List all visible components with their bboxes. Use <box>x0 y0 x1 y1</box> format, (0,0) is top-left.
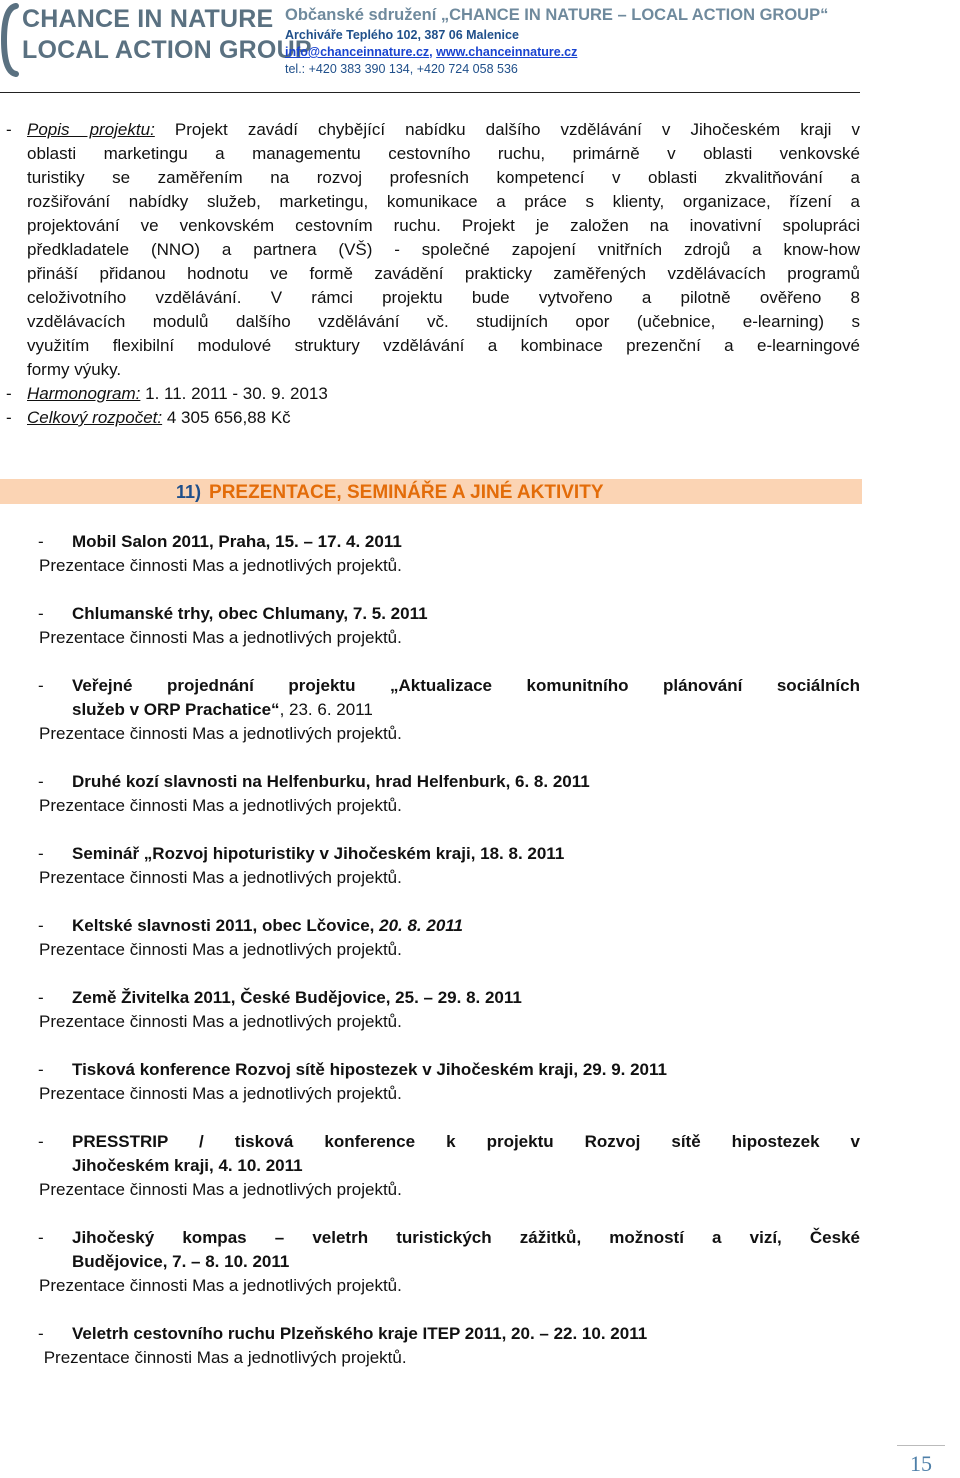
link-separator: , <box>429 45 437 59</box>
page-number: 15 <box>910 1451 932 1476</box>
page-header <box>0 0 960 94</box>
section-number: 11) <box>176 482 202 502</box>
event-title: Veletrh cestovního ruchu Plzeňského kraje ITEP 2011, 20. – 22. 10. 2011 <box>72 1324 648 1343</box>
list-dash: - <box>38 916 44 935</box>
organization-name: Občanské sdružení „CHANCE IN NATURE – LOCAL ACTION GROUP“ <box>285 6 829 24</box>
event-description: Prezentace činnosti Mas a jednotlivých projektů. <box>39 556 402 575</box>
logo <box>0 0 312 78</box>
list-dash: - <box>6 120 12 139</box>
event-description: Prezentace činnosti Mas a jednotlivých projektů. <box>39 1180 402 1199</box>
list-item <box>0 1130 860 1202</box>
event-title: Druhé kozí slavnosti na Helfenburku, hrad Helfenburk, 6. 8. 2011 <box>72 772 590 791</box>
list-item <box>0 674 860 746</box>
event-description: Prezentace činnosti Mas a jednotlivých projektů. <box>39 724 402 743</box>
schedule-label: Harmonogram: <box>27 384 141 403</box>
event-title <box>72 914 860 938</box>
event-description: Prezentace činnosti Mas a jednotlivých projektů. <box>39 796 402 815</box>
desc-line-0 <box>27 118 860 142</box>
budget-label: Celkový rozpočet: <box>27 408 163 427</box>
event-title: Země Živitelka 2011, České Budějovice, 25. – 29. 8. 2011 <box>72 988 522 1007</box>
event-title-line-2 <box>72 698 860 722</box>
event-title-line-2: Jihočeském kraji, 4. 10. 2011 <box>72 1156 303 1175</box>
event-title-line-2: Budějovice, 7. – 8. 10. 2011 <box>72 1252 290 1271</box>
event-title-bold: služeb v ORP Prachatice“ <box>72 700 280 719</box>
section-title-text: PREZENTACE, SEMINÁŘE A JINÉ AKTIVITY <box>209 482 604 503</box>
list-dash: - <box>38 844 44 863</box>
list-dash: - <box>38 1060 44 1079</box>
schedule-row <box>0 382 860 406</box>
event-description: Prezentace činnosti Mas a jednotlivých projektů. <box>39 1012 402 1031</box>
description-paragraph <box>0 118 860 382</box>
desc-line-6: přináší přidanou hodnotu ve formě zavádění prakticky zaměřených vzdělávacích programů <box>27 264 860 283</box>
list-dash: - <box>38 772 44 791</box>
desc-line-2: turistiky se zaměřením na rozvoj profesních kompetencí v oblasti zkvalitňování a <box>27 168 860 187</box>
desc-line-8: vzdělávacích modulů dalšího vzdělávání vč. studijních opor (učebnice, e-learning) s <box>27 312 860 331</box>
list-dash: - <box>6 384 12 403</box>
desc-line-7: celoživotního vzdělávání. V rámci projektu bude vytvořeno a pilotně ověřeno 8 <box>27 288 860 307</box>
list-item <box>0 1058 860 1106</box>
event-title: Mobil Salon 2011, Praha, 15. – 17. 4. 2011 <box>72 532 402 551</box>
desc-line-10: formy výuky. <box>27 360 122 379</box>
event-description: Prezentace činnosti Mas a jednotlivých projektů. <box>39 868 402 887</box>
list-dash: - <box>38 1324 44 1343</box>
list-dash: - <box>38 604 44 623</box>
event-title-line-1: Jihočeský kompas – veletrh turistických zážitků, možností a vizí, České <box>72 1228 860 1247</box>
project-description <box>0 118 860 430</box>
desc-line-4: projektování ve venkovském cestovním ruchu. Projekt je založen na inovativní spolupráci <box>27 216 860 235</box>
budget-value: 4 305 656,88 Kč <box>166 408 291 427</box>
event-title-bold: Keltské slavnosti 2011, obec Lčovice, <box>72 916 380 935</box>
event-title-line-1: Veřejné projednání projektu „Aktualizace komunitního plánování sociálních <box>72 676 860 695</box>
description-label: Popis projektu: <box>27 120 155 139</box>
event-date: , 23. 6. 2011 <box>279 700 373 719</box>
website-link[interactable]: www.chanceinnature.cz <box>436 45 578 59</box>
list-item <box>0 986 860 1034</box>
event-title-line-1: PRESSTRIP / tisková konference k projektu Rozvoj sítě hipostezek v <box>72 1132 860 1151</box>
desc-line-5: předkladatele (NNO) a partnera (VŠ) - společné zapojení vnitřních zdrojů a know-how <box>27 240 860 259</box>
address: Archiváře Teplého 102, 387 06 Malenice <box>285 28 519 42</box>
logo-bracket-icon <box>0 0 24 80</box>
section-title <box>176 482 604 504</box>
event-description: Prezentace činnosti Mas a jednotlivých projektů. <box>39 1084 402 1103</box>
list-item <box>0 1322 860 1370</box>
desc-line-9: využitím flexibilní modulové struktury vzdělávání a kombinace prezenční a e-learningové <box>27 336 860 355</box>
list-item <box>0 530 860 578</box>
list-item <box>0 914 860 962</box>
desc-line-0-text: Projekt zavádí chybějící nabídku dalšího vzdělávání v Jihočeském kraji v <box>174 120 860 139</box>
contact-info <box>285 6 945 76</box>
list-dash: - <box>38 1132 44 1151</box>
list-item <box>0 602 860 650</box>
event-description: Prezentace činnosti Mas a jednotlivých projektů. <box>39 628 402 647</box>
list-dash: - <box>38 988 44 1007</box>
event-date-italic: 20. 8. 2011 <box>379 916 463 935</box>
desc-line-3: rozšiřování nabídky služeb, marketingu, komunikace a práce s klienty, organizace, řízení a <box>27 192 860 211</box>
events-list <box>0 530 860 1394</box>
email-link[interactable]: info@chanceinnature.cz <box>285 45 430 59</box>
event-title: Tisková konference Rozvoj sítě hipostezek v Jihočeském kraji, 29. 9. 2011 <box>72 1060 667 1079</box>
list-item <box>0 1226 860 1298</box>
event-description: Prezentace činnosti Mas a jednotlivých projektů. <box>39 1276 402 1295</box>
list-dash: - <box>38 676 44 695</box>
budget-row <box>0 406 860 430</box>
event-title: Chlumanské trhy, obec Chlumany, 7. 5. 2011 <box>72 604 428 623</box>
list-dash: - <box>38 1228 44 1247</box>
header-divider <box>0 92 860 93</box>
desc-line-1: oblasti marketingu a managementu cestovního ruchu, primárně v oblasti venkovské <box>27 144 860 163</box>
page-number-rule <box>897 1445 945 1446</box>
logo-line-2: LOCAL ACTION GROUP <box>22 36 312 64</box>
list-dash: - <box>38 532 44 551</box>
phone: tel.: +420 383 390 134, +420 724 058 536 <box>285 62 518 76</box>
list-item <box>0 770 860 818</box>
schedule-value: 1. 11. 2011 - 30. 9. 2013 <box>145 384 328 403</box>
list-item <box>0 842 860 890</box>
event-description: Prezentace činnosti Mas a jednotlivých projektů. <box>39 1348 407 1367</box>
contact-links <box>285 45 945 59</box>
logo-line-1: CHANCE IN NATURE <box>22 5 274 33</box>
event-description: Prezentace činnosti Mas a jednotlivých projektů. <box>39 940 402 959</box>
list-dash: - <box>6 408 12 427</box>
event-title: Seminář „Rozvoj hipoturistiky v Jihočeském kraji, 18. 8. 2011 <box>72 844 565 863</box>
